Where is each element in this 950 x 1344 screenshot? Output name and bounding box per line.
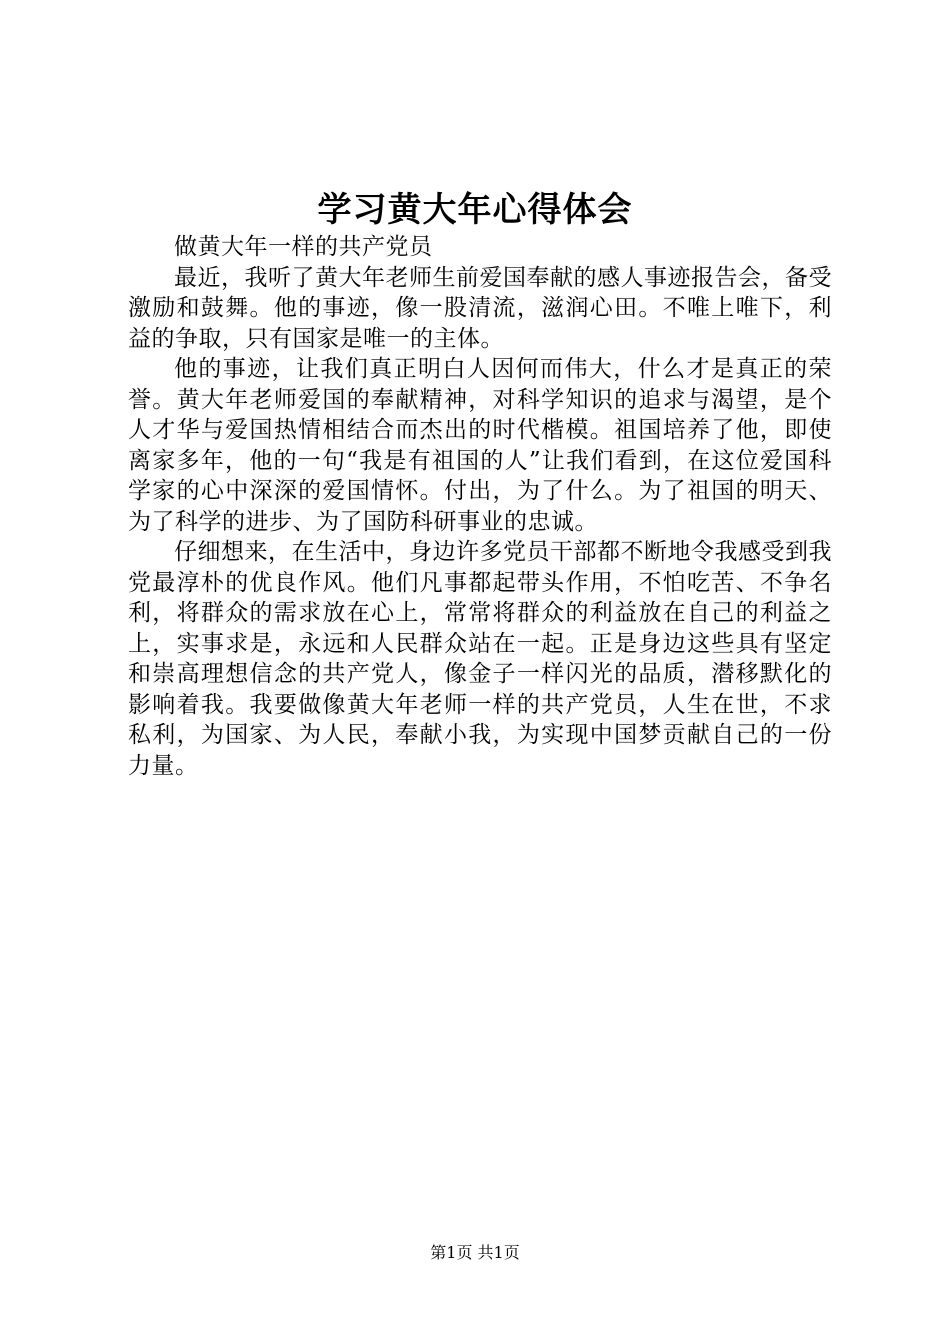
document-title: 学习黄大年心得体会 — [317, 190, 633, 230]
paragraph-2: 他的事迹，让我们真正明白人因何而伟大，什么才是真正的荣誉。黄大年老师爱国的奉献精神，对科学知识的追求与渴望，是个人才华与爱国热情相结合而杰出的时代楷模。祖国培养了他，即使离家多年，他的一句“我是有祖国的人”让我们看到，在这位爱国科学家的心中深深的爱国情怀。付出，为了什么。为了祖国的明天、为了科学的进步、为了国防科研事业的忠诚。 — [128, 356, 832, 535]
page-number-footer: 第1页 共1页 — [430, 1243, 520, 1262]
paragraph-3: 仔细想来，在生活中，身边许多党员干部都不断地令我感受到我党最淳朴的优良作风。他们凡事都起带头作用，不怕吃苦、不争名利，将群众的需求放在心上，常常将群众的利益放在自己的利益之上，实事求是，永远和人民群众站在一起。正是身边这些具有坚定和崇高理想信念的共产党人，像金子一样闪光的品质，潜移默化的影响着我。我要做像黄大年老师一样的共产党员，人生在世，不求私利，为国家、为人民，奉献小我，为实现中国梦贡献自己的一份力量。 — [128, 539, 832, 779]
paragraph-subtitle: 做黄大年一样的共产党员 — [174, 234, 433, 260]
paragraph-1: 最近，我听了黄大年老师生前爱国奉献的感人事迹报告会，备受激励和鼓舞。他的事迹，像一股清流，滋润心田。不唯上唯下，利益的争取，只有国家是唯一的主体。 — [128, 264, 832, 352]
document-body — [128, 232, 832, 781]
